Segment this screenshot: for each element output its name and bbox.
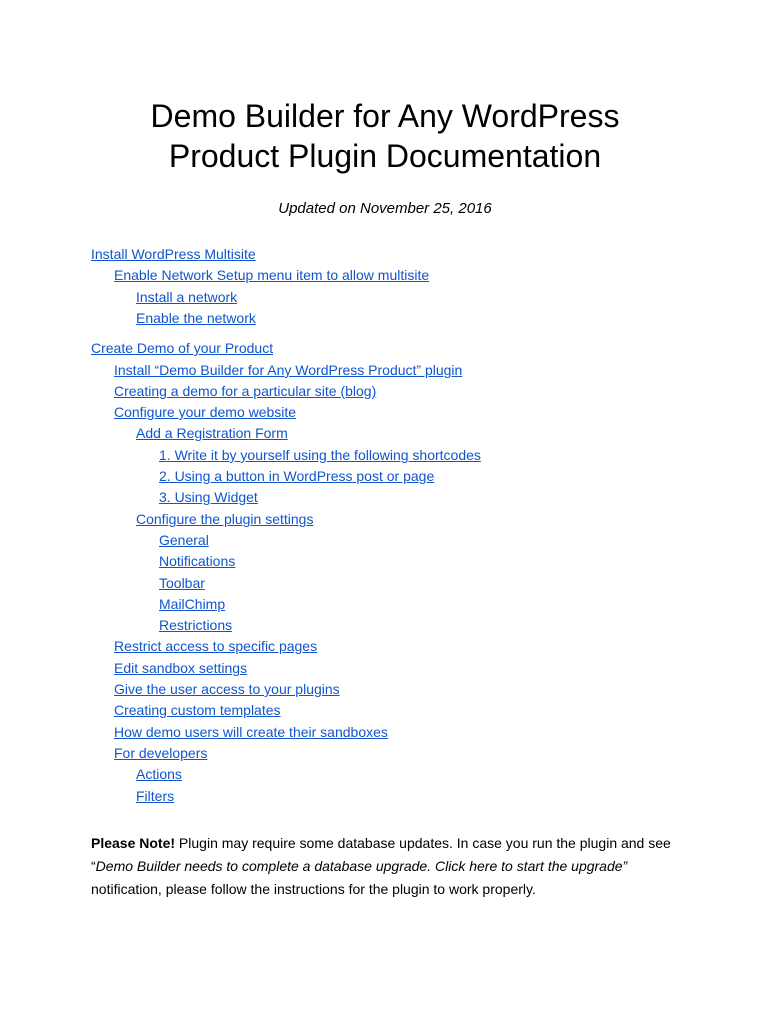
note-text-2: notification, please follow the instructions for the plugin to work properly.: [91, 881, 536, 897]
toc-link[interactable]: Configure your demo website: [114, 404, 297, 420]
note-label: Please Note!: [91, 835, 176, 851]
toc-item: [114, 660, 247, 677]
toc-link[interactable]: Creating custom templates: [114, 702, 281, 718]
toc-item: [159, 596, 225, 613]
toc-item: [136, 289, 237, 306]
toc-item: [114, 267, 429, 284]
toc-item: [136, 425, 288, 442]
toc-link[interactable]: 1. Write it by yourself using the following shortcodes: [159, 447, 481, 463]
toc-item: [114, 681, 340, 698]
toc-item: [114, 724, 388, 741]
toc-item: [159, 489, 258, 506]
please-note-paragraph: [91, 832, 681, 901]
toc-item: [114, 362, 462, 379]
title-line-2: Product Plugin Documentation: [168, 138, 602, 174]
toc-item: [114, 745, 207, 762]
note-quoted-message: Demo Builder needs to complete a database upgrade. Click here to start the upgrade”: [95, 858, 628, 874]
toc-item: [136, 766, 182, 783]
toc-item: [114, 404, 296, 421]
toc-item: [159, 447, 481, 464]
toc-link[interactable]: Actions: [136, 766, 182, 782]
document-title: [0, 96, 770, 176]
toc-item: [114, 383, 376, 400]
title-line-1: Demo Builder for Any WordPress: [150, 98, 620, 134]
toc-item: [91, 340, 273, 357]
toc-link[interactable]: Install “Demo Builder for Any WordPress Product” plugin: [114, 362, 463, 378]
toc-link[interactable]: MailChimp: [159, 596, 226, 612]
toc-item: [159, 532, 209, 549]
note-quote-open: “: [91, 858, 96, 874]
toc-link[interactable]: Creating a demo for a particular site (blog): [114, 383, 377, 399]
toc-link[interactable]: General: [159, 532, 209, 548]
toc-link[interactable]: Install a network: [136, 289, 238, 305]
toc-link[interactable]: Notifications: [159, 553, 236, 569]
toc-link[interactable]: For developers: [114, 745, 208, 761]
toc-link[interactable]: Toolbar: [159, 575, 205, 591]
updated-date: Updated on November 25, 2016: [278, 200, 492, 217]
toc-link[interactable]: 3. Using Widget: [159, 489, 258, 505]
toc-link[interactable]: Add a Registration Form: [136, 425, 288, 441]
note-text-1: Plugin may require some database updates. In case you run the plugin and see: [175, 835, 671, 851]
toc-link[interactable]: Create Demo of your Product: [91, 340, 274, 356]
toc-link[interactable]: Restrict access to specific pages: [114, 638, 318, 654]
toc-link[interactable]: How demo users will create their sandboxes: [114, 724, 388, 740]
toc-link[interactable]: Edit sandbox settings: [114, 660, 248, 676]
toc-item: [136, 310, 256, 327]
toc-link[interactable]: 2. Using a button in WordPress post or page: [159, 468, 435, 484]
toc-item: [114, 638, 317, 655]
toc-item: [136, 788, 174, 805]
toc-item: [114, 702, 281, 719]
toc-link[interactable]: Configure the plugin settings: [136, 511, 314, 527]
toc-link[interactable]: Filters: [136, 788, 175, 804]
toc-link[interactable]: Restrictions: [159, 617, 233, 633]
toc-item: [91, 246, 256, 263]
toc-item: [159, 553, 235, 570]
toc-link[interactable]: Give the user access to your plugins: [114, 681, 340, 697]
toc-item: [159, 575, 205, 592]
toc-item: [159, 617, 232, 634]
toc-link[interactable]: Enable Network Setup menu item to allow multisite: [114, 267, 430, 283]
toc-item: [159, 468, 434, 485]
toc-link[interactable]: Install WordPress Multisite: [91, 246, 256, 262]
toc-item: [136, 511, 313, 528]
toc-link[interactable]: Enable the network: [136, 310, 256, 326]
